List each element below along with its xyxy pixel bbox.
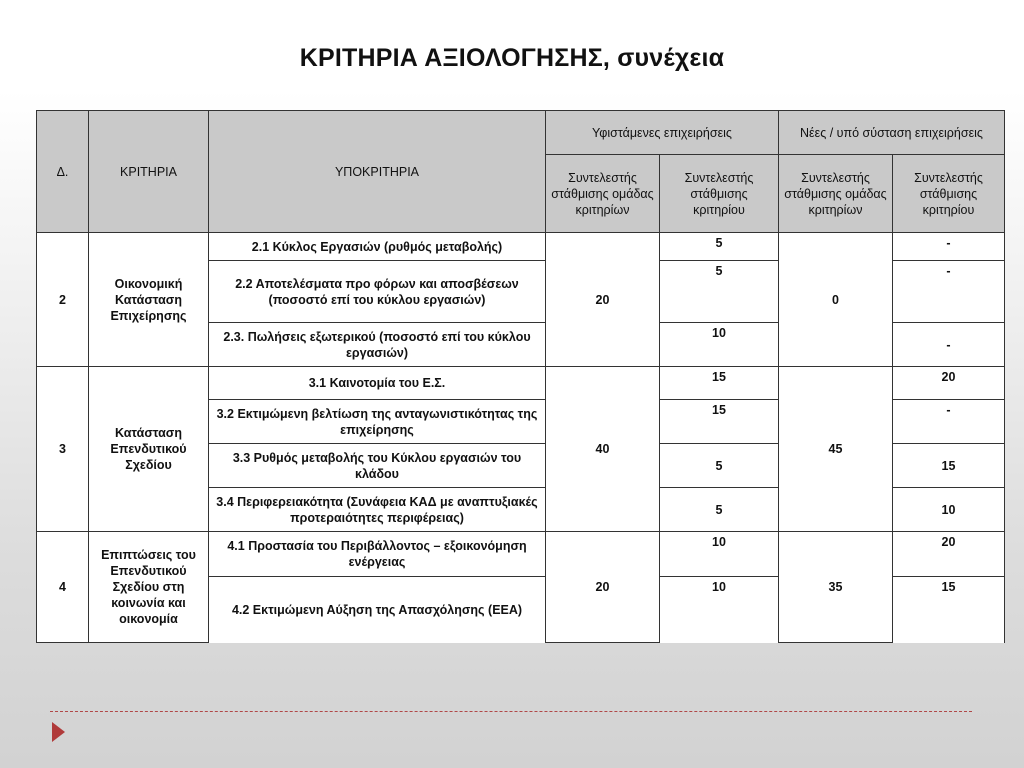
new-group-weight: 35 <box>779 532 893 643</box>
criteria-table <box>36 110 1005 643</box>
header-existing-businesses: Υφιστάμενες επιχειρήσεις <box>546 111 779 155</box>
new-criterion-weight: - <box>893 261 1005 323</box>
header-new-group-weight: Συντελεστής στάθμισης ομάδας κριτηρίων <box>779 155 893 233</box>
header-new-criterion-weight: Συντελεστής στάθμισης κριτηρίου <box>893 155 1005 233</box>
existing-criterion-weight: 5 <box>660 444 779 488</box>
existing-criterion-weight: 5 <box>660 233 779 261</box>
existing-criterion-weight: 15 <box>660 367 779 400</box>
criterion-name: Κατάσταση Επενδυτικού Σχεδίου <box>89 367 209 532</box>
subcriterion: 3.3 Ρυθμός μεταβολής του Κύκλου εργασιών του κλάδου <box>209 444 546 488</box>
new-criterion-weight: 15 <box>893 577 1005 643</box>
header-criteria: ΚΡΙΤΗΡΙΑ <box>89 111 209 233</box>
subcriterion: 4.1 Προστασία του Περιβάλλοντος – εξοικονόμηση ενέργειας <box>209 532 546 577</box>
existing-group-weight: 20 <box>546 233 660 367</box>
new-criterion-weight: - <box>893 323 1005 367</box>
slide-title: ΚΡΙΤΗΡΙΑ ΑΞΙΟΛΟΓΗΣΗΣ, συνέχεια <box>299 44 725 72</box>
existing-criterion-weight: 10 <box>660 323 779 367</box>
play-arrow-icon[interactable] <box>52 722 65 742</box>
criterion-name: Οικονομική Κατάσταση Επιχείρησης <box>89 233 209 367</box>
existing-criterion-weight: 10 <box>660 577 779 643</box>
header-existing-criterion-weight: Συντελεστής στάθμισης κριτηρίου <box>660 155 779 233</box>
header-subcriteria: ΥΠΟΚΡΙΤΗΡΙΑ <box>209 111 546 233</box>
subcriterion: 3.1 Καινοτομία του Ε.Σ. <box>209 367 546 400</box>
new-criterion-weight: - <box>893 233 1005 261</box>
header-new-businesses: Νέες / υπό σύσταση επιχειρήσεις <box>779 111 1005 155</box>
subcriterion: 4.2 Εκτιμώμενη Αύξηση της Απασχόλησης (ΕΕΑ) <box>209 577 546 643</box>
subcriterion: 3.4 Περιφερειακότητα (Συνάφεια ΚΑΔ με αναπτυξιακές προτεραιότητες περιφέρειας) <box>209 488 546 532</box>
existing-criterion-weight: 5 <box>660 261 779 323</box>
existing-group-weight: 20 <box>546 532 660 643</box>
footer-divider <box>50 711 972 712</box>
new-criterion-weight: 10 <box>893 488 1005 532</box>
group-number: 3 <box>37 367 89 532</box>
header-existing-group-weight: Συντελεστής στάθμισης ομάδας κριτηρίων <box>546 155 660 233</box>
criterion-name: Επιπτώσεις του Επενδυτικού Σχεδίου στη κοινωνία και οικονομία <box>89 532 209 643</box>
group-number: 4 <box>37 532 89 643</box>
table-row <box>37 367 1005 400</box>
new-criterion-weight: - <box>893 400 1005 444</box>
existing-criterion-weight: 15 <box>660 400 779 444</box>
subcriterion: 2.2 Αποτελέσματα προ φόρων και αποσβέσεων (ποσοστό επί του κύκλου εργασιών) <box>209 261 546 323</box>
existing-group-weight: 40 <box>546 367 660 532</box>
subcriterion: 2.1 Κύκλος Εργασιών (ρυθμός μεταβολής) <box>209 233 546 261</box>
subcriterion: 2.3. Πωλήσεις εξωτερικού (ποσοστό επί του κύκλου εργασιών) <box>209 323 546 367</box>
existing-criterion-weight: 10 <box>660 532 779 577</box>
new-criterion-weight: 20 <box>893 532 1005 577</box>
table-row <box>37 532 1005 577</box>
header-d: Δ. <box>37 111 89 233</box>
new-group-weight: 45 <box>779 367 893 532</box>
new-group-weight: 0 <box>779 233 893 367</box>
subcriterion: 3.2 Εκτιμώμενη βελτίωση της ανταγωνιστικότητας της επιχείρησης <box>209 400 546 444</box>
group-number: 2 <box>37 233 89 367</box>
existing-criterion-weight: 5 <box>660 488 779 532</box>
new-criterion-weight: 15 <box>893 444 1005 488</box>
new-criterion-weight: 20 <box>893 367 1005 400</box>
table-row <box>37 233 1005 261</box>
